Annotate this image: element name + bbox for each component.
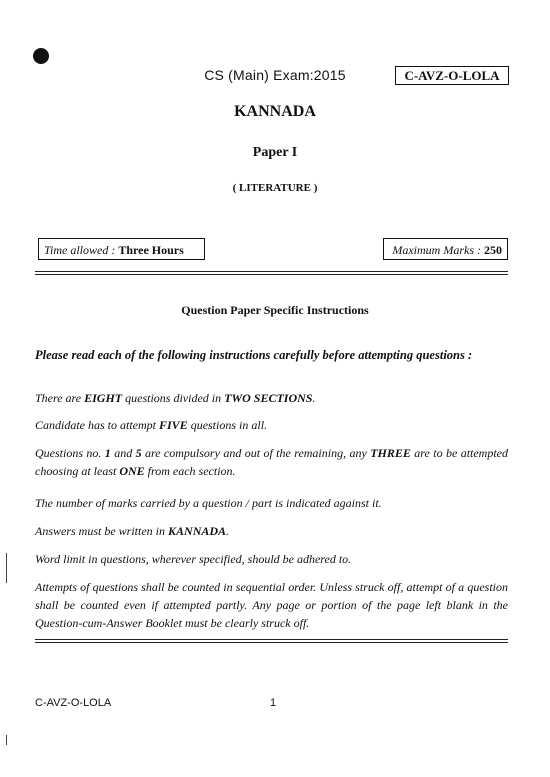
margin-mark bbox=[6, 553, 7, 583]
paper-code-box: C-AVZ-O-LOLA bbox=[395, 66, 509, 85]
marks-label: Maximum Marks : bbox=[392, 243, 484, 257]
instruction-item: There are EIGHT questions divided in TWO SECTIONS. bbox=[35, 391, 316, 405]
instruction-item: Candidate has to attempt FIVE questions in all. bbox=[35, 418, 268, 432]
subject-title: KANNADA bbox=[234, 103, 316, 120]
margin-mark bbox=[6, 735, 7, 745]
instruction-item: Questions no. 1 and 5 are compulsory and out of the remaining, any THREE are to be attempted choosing at least ONE from each section. bbox=[35, 446, 509, 478]
paper-number: Paper I bbox=[252, 145, 298, 160]
instructions-lead: Please read each of the following instructions carefully before attempting questions : bbox=[35, 348, 473, 362]
marks-value: 250 bbox=[484, 243, 502, 257]
time-allowed-box bbox=[38, 238, 205, 260]
exam-title: CS (Main) Exam:2015 bbox=[204, 67, 346, 83]
footer-paper-code: C-AVZ-O-LOLA bbox=[35, 697, 112, 709]
time-value: Three Hours bbox=[118, 243, 184, 257]
divider-bottom bbox=[35, 639, 508, 640]
corner-dot bbox=[33, 48, 49, 64]
time-label: Time allowed : bbox=[44, 243, 119, 257]
instruction-item: Attempts of questions shall be counted in sequential order. Unless struck off, attempt of a question shall be counted even if attempted partly. Any page or portion of the page left blank in the Question-cum-Answer Booklet must be clearly struck off. bbox=[35, 580, 508, 630]
divider-top-2 bbox=[35, 274, 508, 275]
instruction-item: Word limit in questions, wherever specified, should be adhered to. bbox=[35, 552, 352, 566]
instruction-item: Answers must be written in KANNADA. bbox=[35, 524, 230, 538]
page-number: 1 bbox=[270, 697, 277, 709]
max-marks-box bbox=[383, 238, 508, 260]
instruction-item: The number of marks carried by a question / part is indicated against it. bbox=[35, 496, 382, 510]
divider-bottom-2 bbox=[35, 642, 508, 643]
instructions-heading: Question Paper Specific Instructions bbox=[181, 303, 369, 317]
paper-section: ( LITERATURE ) bbox=[232, 182, 318, 194]
divider-top bbox=[35, 271, 508, 272]
